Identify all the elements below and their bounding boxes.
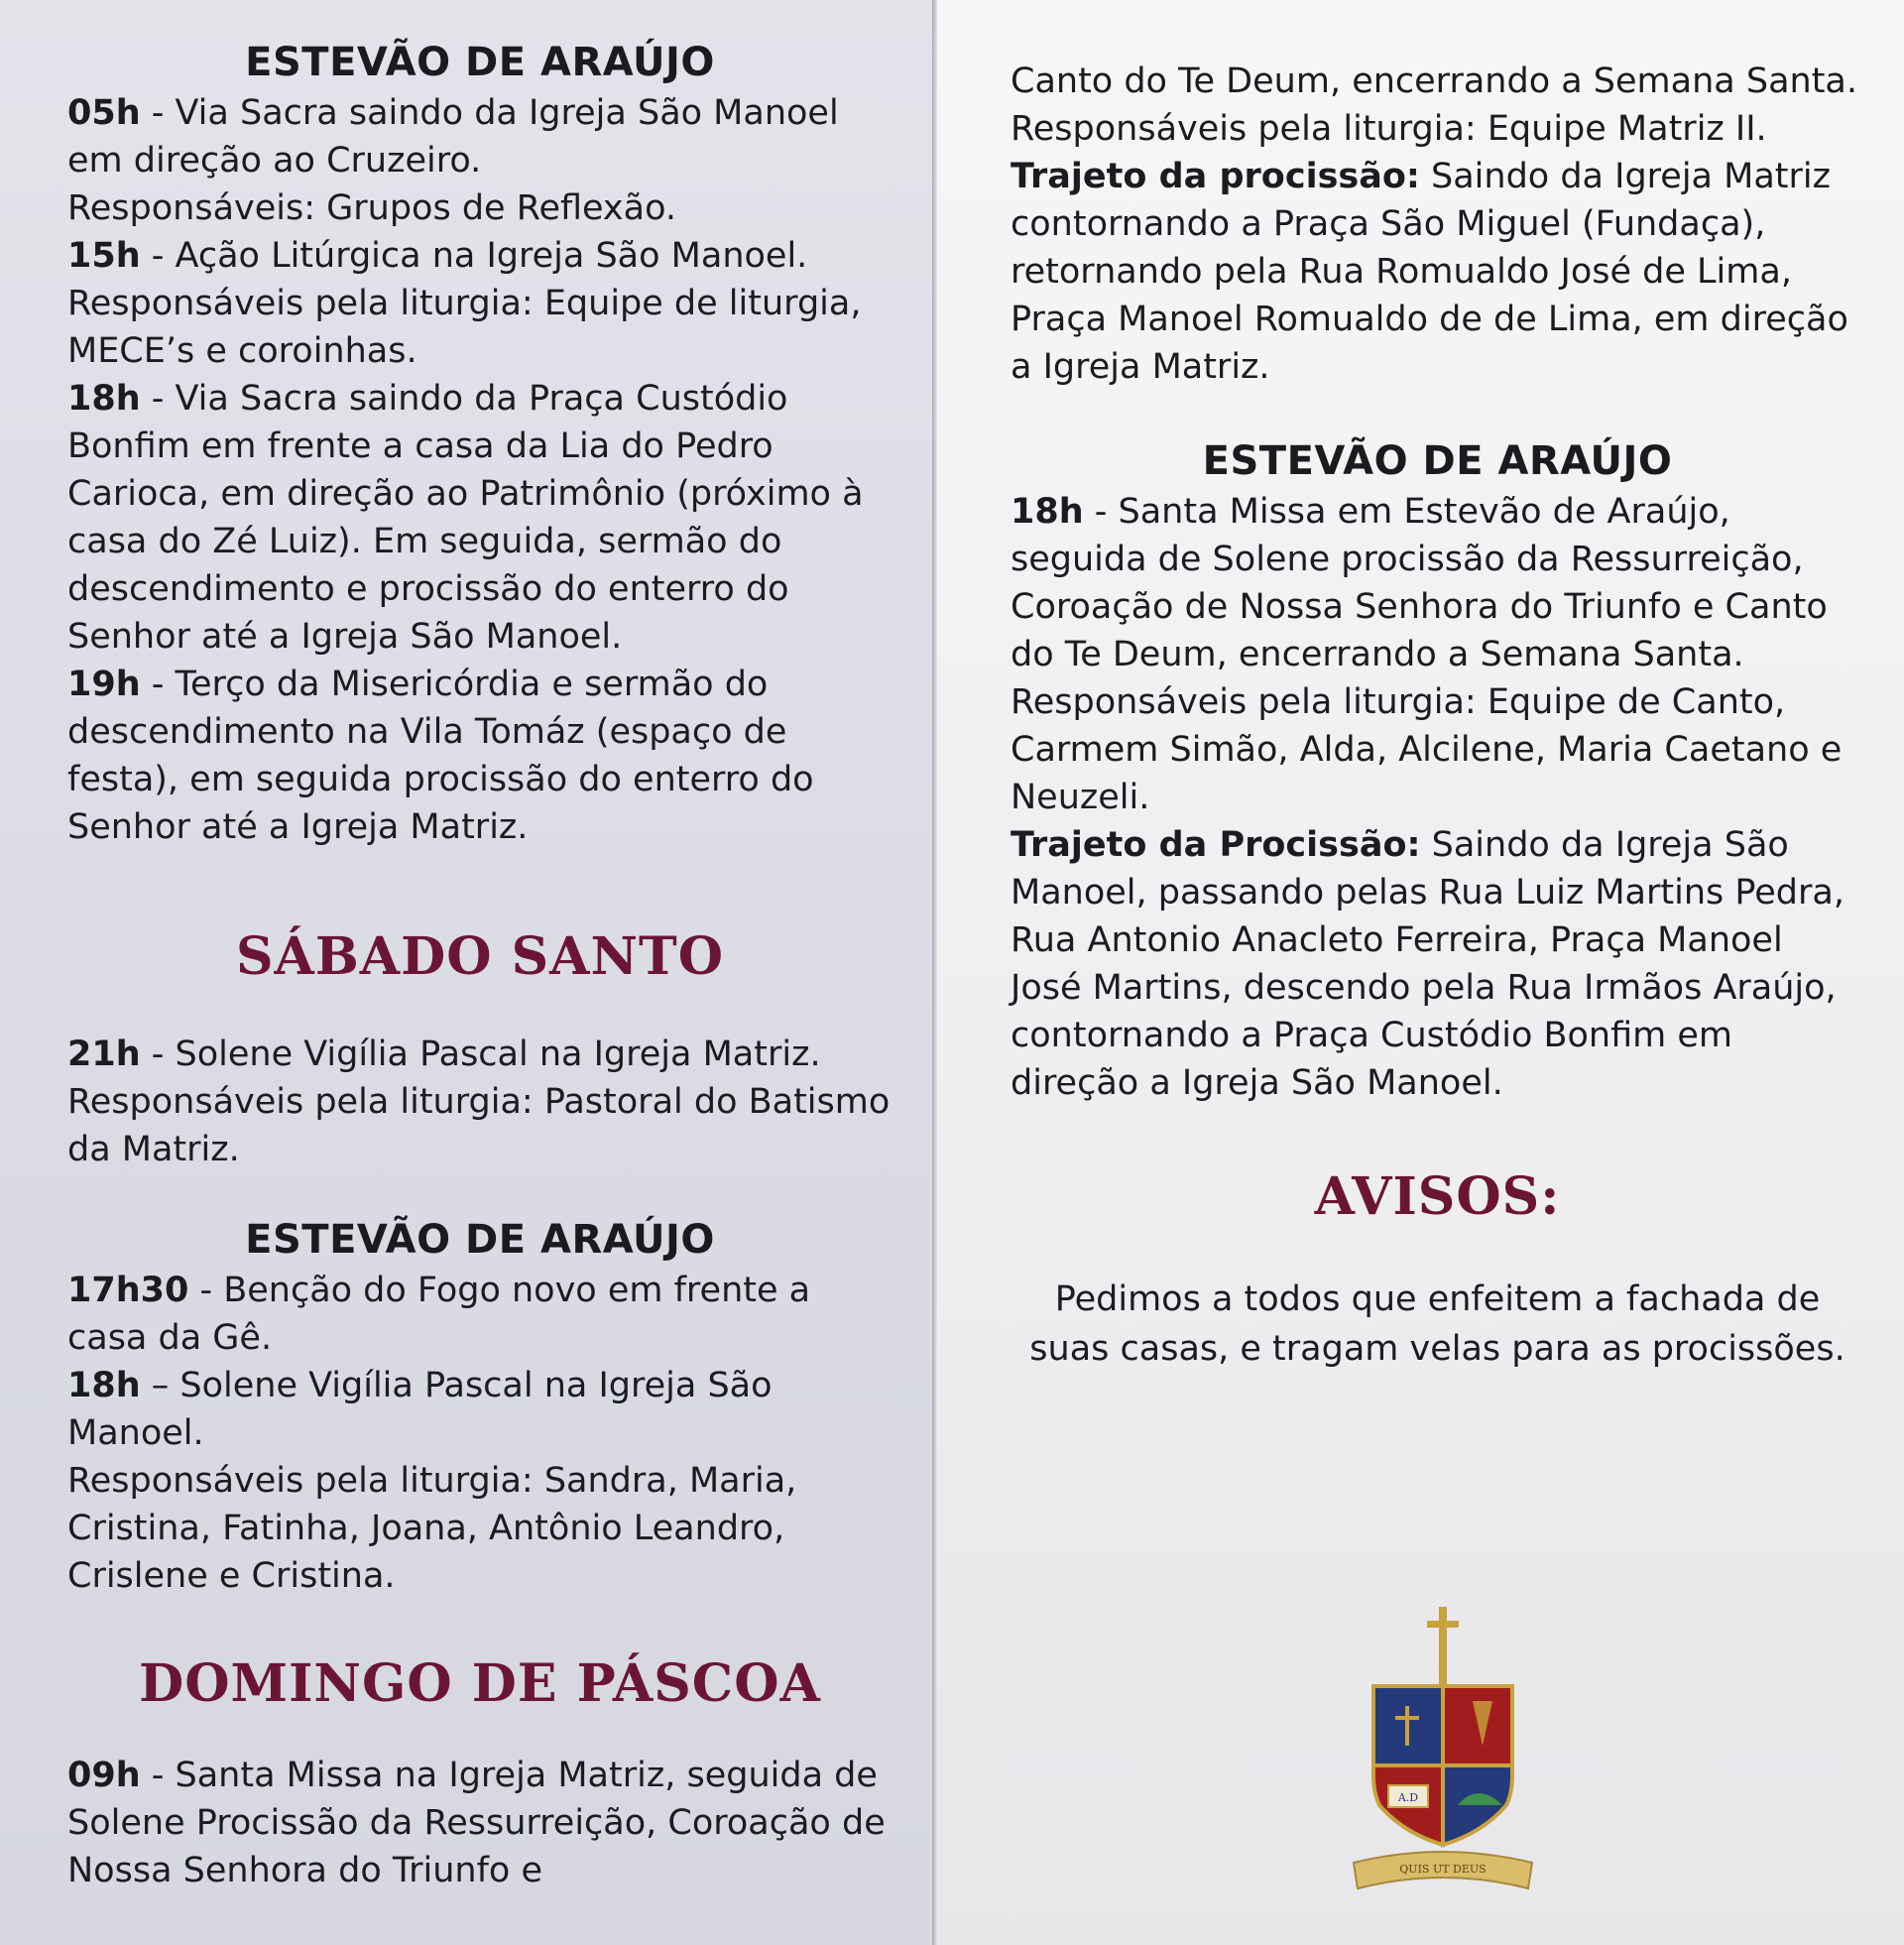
time-label: 05h [67,93,141,133]
crest-ribbon-text: QUIS UT DEUS [1399,1863,1487,1876]
time-label: 09h [67,1756,141,1795]
section-title-estevao-1: ESTEVÃO DE ARAÚJO [245,40,715,85]
time-label: 21h [67,1034,141,1074]
crest-small-cross-bar [1395,1716,1419,1720]
notice-text: Pedimos a todos que enfeitem a fachada de suas casas, e tragam velas para as procissões. [1029,1279,1845,1369]
section-title-estevao-2: ESTEVÃO DE ARAÚJO [245,1217,715,1263]
responsibles-line: Responsáveis pela liturgia: Equipe de Canto, Carmem Simão, Alda, Alcilene, Maria Caetano e Neuzeli. [1011,682,1843,817]
schedule-item: 18h – Solene Vigília Pascal na Igreja São Manoel. [67,1366,773,1453]
crest-quadrant-red-top [1443,1686,1512,1765]
route-label: Trajeto da Procissão: [1011,825,1421,865]
feast-title-sabado-santo: SÁBADO SANTO [235,926,725,987]
schedule-item: 09h - Santa Missa na Igreja Matriz, seguida de Solene Procissão da Ressurreição, Coroação de Nossa Senhora do Triunfo e [67,1756,886,1890]
responsibles-line: Responsáveis: Grupos de Reflexão. [67,188,677,228]
crest-book-text: A.D [1397,1791,1419,1804]
responsibles-line: Responsáveis pela liturgia: Equipe de liturgia, MECE’s e coroinhas. [67,284,862,371]
crest-cross-bar [1427,1621,1459,1628]
crest-staff [1439,1607,1447,1696]
section-title-estevao-3: ESTEVÃO DE ARAÚJO [1202,438,1673,484]
schedule-item: 21h - Solene Vigília Pascal na Igreja Matriz. [67,1034,821,1074]
responsibles-line: Responsáveis pela liturgia: Sandra, Maria, Cristina, Fatinha, Joana, Antônio Leandro, Crislene e Cristina. [67,1461,797,1596]
time-label: 17h30 [67,1271,189,1310]
route-paragraph: Trajeto da Procissão: Saindo da Igreja São Manoel, passando pelas Rua Luiz Martins Pedra, Rua Antonio Anacleto Ferreira, Praça Manoel José Martins, descendo pela Rua Irmãos Araújo, contornando a Praça Custódio Bonfim em direção a Igreja São Manoel. [1011,825,1844,1103]
time-label: 18h [1011,492,1084,532]
responsibles-line: Responsáveis pela liturgia: Equipe Matriz II. [1011,109,1767,149]
feast-title-domingo-pascoa: DOMINGO DE PÁSCOA [139,1653,821,1714]
time-label: 19h [67,665,141,704]
schedule-item: 19h - Terço da Misericórdia e sermão do descendimento na Vila Tomáz (espaço de festa), em seguida procissão do enterro do Senhor até a Igreja Matriz. [67,665,814,847]
route-label: Trajeto da procissão: [1011,157,1420,196]
feast-title-avisos: AVISOS: [1314,1166,1561,1227]
crest-small-cross [1405,1706,1409,1746]
time-label: 15h [67,236,141,276]
continued-line: Canto do Te Deum, encerrando a Semana Santa. [1011,61,1857,101]
schedule-item: 05h - Via Sacra saindo da Igreja São Manoel em direção ao Cruzeiro. [67,93,839,181]
time-label: 18h [67,379,141,419]
route-paragraph: Trajeto da procissão: Saindo da Igreja Matriz contornando a Praça São Miguel (Fundaça), retornando pela Rua Romualdo José de Lima, Praça Manoel Romualdo de de Lima, em direção a Igreja Matriz. [1011,157,1848,387]
responsibles-line: Responsáveis pela liturgia: Pastoral do Batismo da Matriz. [67,1082,891,1169]
schedule-item: 18h - Santa Missa em Estevão de Araújo, seguida de Solene procissão da Ressurreição, Coroação de Nossa Senhora do Triunfo e Canto do Te Deum, encerrando a Semana Santa. [1011,492,1828,674]
schedule-item: 15h - Ação Litúrgica na Igreja São Manoel. [67,236,808,276]
time-label: 18h [67,1366,141,1405]
schedule-item: 17h30 - Benção do Fogo novo em frente a casa da Gê. [67,1271,811,1358]
parish-crest-emblem [1334,1607,1552,1904]
left-panel [0,0,932,1945]
schedule-item: 18h - Via Sacra saindo da Praça Custódio Bonfim em frente a casa da Lia do Pedro Carioca, em direção ao Patrimônio (próximo à casa do Zé Luiz). Em seguida, sermão do descendimento e procissão do enterro do Senhor até a Igreja São Manoel. [67,379,864,657]
